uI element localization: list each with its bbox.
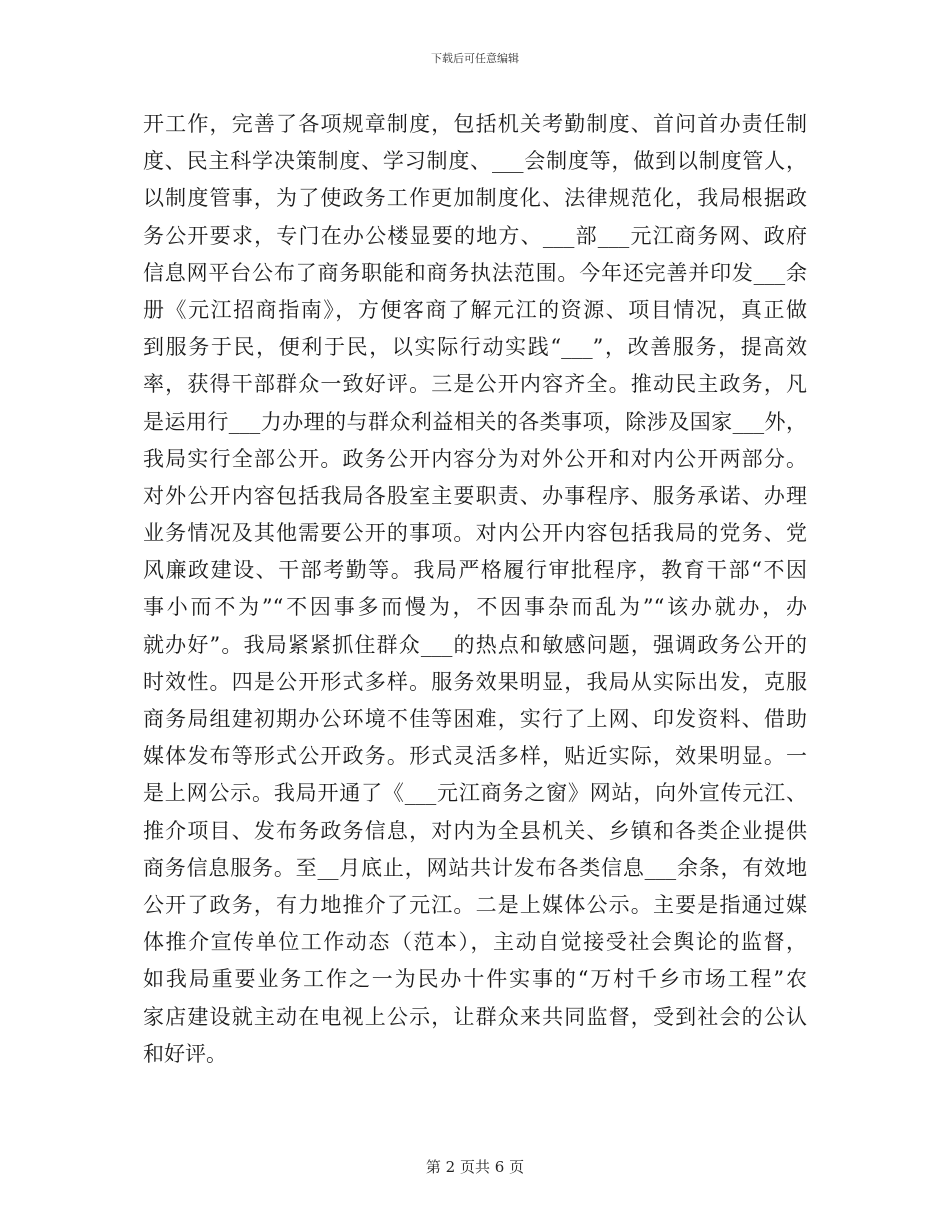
body-line: 媒体发布等形式公开政务。形式灵活多样，贴近实际，效果明显。一 (143, 744, 807, 769)
document-body (143, 106, 807, 1073)
body-line: 公开了政务，有力地推介了元江。二是上媒体公示。主要是指通过媒 (143, 892, 807, 917)
body-line: 风廉政建设、干部考勤等。我局严格履行审批程序，教育干部“不因 (143, 558, 807, 583)
body-line: 体推介宣传单位工作动态（范本），主动自觉接受社会舆论的监督， (143, 930, 807, 955)
body-line: 信息网平台公布了商务职能和商务执法范围。今年还完善并印发___余 (143, 260, 807, 285)
body-line: 事小而不为”“不因事多而慢为，不因事杂而乱为”“该办就办，办 (143, 595, 807, 620)
body-line: 和好评。 (143, 1041, 227, 1066)
body-line: 商务信息服务。至__月底止，网站共计发布各类信息___余条，有效地 (143, 855, 807, 880)
body-line: 如我局重要业务工作之一为民办十件实事的“万村千乡市场工程”农 (143, 967, 807, 992)
body-line: 商务局组建初期办公环境不佳等困难，实行了上网、印发资料、借助 (143, 707, 807, 731)
body-line: 度、民主科学决策制度、学习制度、___会制度等，做到以制度管人， (143, 149, 807, 174)
body-line: 家店建设就主动在电视上公示，让群众来共同监督，受到社会的公认 (143, 1004, 807, 1029)
body-line: 到服务于民，便利于民，以实际行动实践“___”，改善服务，提高效 (143, 335, 807, 360)
body-line: 我局实行全部公开。政务公开内容分为对外公开和对内公开两部分。 (143, 446, 807, 471)
body-line: 就办好”。我局紧紧抓住群众___的热点和敏感问题，强调政务公开的 (143, 632, 807, 657)
body-line: 时效性。四是公开形式多样。服务效果明显，我局从实际出发，克服 (143, 669, 807, 694)
body-line: 以制度管事，为了使政务工作更加制度化、法律规范化，我局根据政 (143, 186, 807, 211)
body-line: 业务情况及其他需要公开的事项。对内公开内容包括我局的党务、党 (143, 521, 807, 546)
page-number: 第 2 页共 6 页 (425, 1158, 525, 1176)
body-line: 开工作，完善了各项规章制度，包括机关考勤制度、首问首办责任制 (143, 112, 807, 136)
body-line: 册《元江招商指南》，方便客商了解元江的资源、项目情况，真正做 (143, 297, 807, 322)
page-header: 下载后可任意编辑 (431, 52, 519, 65)
body-line: 是上网公示。我局开通了《___元江商务之窗》网站，向外宣传元江、 (143, 781, 807, 806)
body-line: 对外公开内容包括我局各股室主要职责、办事程序、服务承诺、办理 (143, 483, 807, 508)
body-line: 推介项目、发布务政务信息，对内为全县机关、乡镇和各类企业提供 (143, 818, 807, 843)
body-line: 是运用行___力办理的与群众利益相关的各类事项，除涉及国家___外， (143, 409, 807, 434)
body-line: 务公开要求，专门在办公楼显要的地方、___部___元江商务网、政府 (143, 223, 807, 248)
body-line: 率，获得干部群众一致好评。三是公开内容齐全。推动民主政务，凡 (143, 372, 807, 397)
